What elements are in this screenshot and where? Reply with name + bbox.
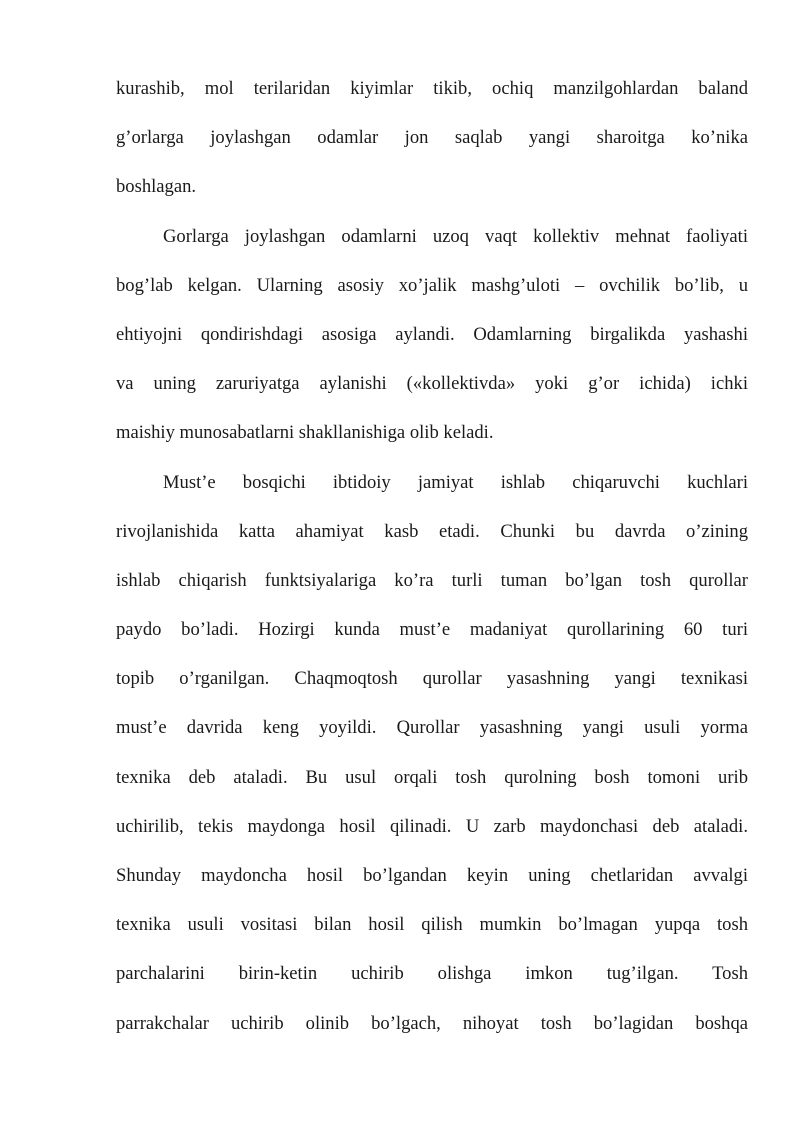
text-line: rivojlanishida katta ahamiyat kasb etadi. Chunki bu davrda o’zining — [116, 520, 748, 542]
text-line: Gorlarga joylashgan odamlarni uzoq vaqt kollektiv mehnat faoliyati — [163, 225, 748, 247]
text-line: Must’e bosqichi ibtidoiy jamiyat ishlab chiqaruvchi kuchlari — [163, 471, 748, 493]
text-line: ehtiyojni qondirishdagi asosiga aylandi. Odamlarning birgalikda yashashi — [116, 323, 748, 345]
text-line: Shunday maydoncha hosil bo’lgandan keyin uning chetlaridan avvalgi — [116, 865, 748, 886]
text-line: paydo bo’ladi. Hozirgi kunda must’e madaniyat qurollarining 60 turi — [116, 619, 748, 641]
text-line: va uning zaruriyatga aylanishi («kollektivda» yoki g’or ichida) ichki — [116, 373, 748, 395]
text-line: boshlagan. — [116, 176, 197, 198]
text-line: must’e davrida keng yoyildi. Qurollar yasashning yangi usuli yorma — [116, 717, 748, 739]
text-line: bog’lab kelgan. Ularning asosiy xo’jalik mashg’uloti – ovchilik bo’lib, u — [116, 274, 748, 296]
paragraph-3 — [116, 458, 748, 1048]
text-line: texnika deb ataladi. Bu usul orqali tosh qurolning bosh tomoni urib — [116, 766, 748, 788]
text-line: g’orlarga joylashgan odamlar jon saqlab yangi sharoitga ko’nika — [116, 127, 748, 149]
text-line: parrakchalar uchirib olinib bo’lgach, nihoyat tosh bo’lagidan boshqa — [116, 1012, 748, 1034]
text-line: ishlab chiqarish funktsiyalariga ko’ra turli tuman bo’lgan tosh qurollar — [116, 569, 748, 591]
text-line: texnika usuli vositasi bilan hosil qilish mumkin bo’lmagan yupqa tosh — [116, 914, 748, 936]
text-line: topib o’rganilgan. Chaqmoqtosh qurollar yasashning yangi texnikasi — [116, 668, 748, 690]
text-line: kurashib, mol terilaridan kiyimlar tikib, ochiq manzilgohlardan baland — [116, 78, 748, 99]
document-page — [116, 64, 748, 1048]
text-line: parchalarini birin-ketin uchirib olishga imkon tug’ilgan. Tosh — [116, 963, 748, 985]
paragraph-1 — [116, 64, 748, 212]
text-line: uchirilib, tekis maydonga hosil qilinadi. U zarb maydonchasi deb ataladi. — [116, 815, 748, 837]
text-line: maishiy munosabatlarni shakllanishiga olib keladi. — [116, 422, 494, 444]
paragraph-2 — [116, 212, 748, 458]
